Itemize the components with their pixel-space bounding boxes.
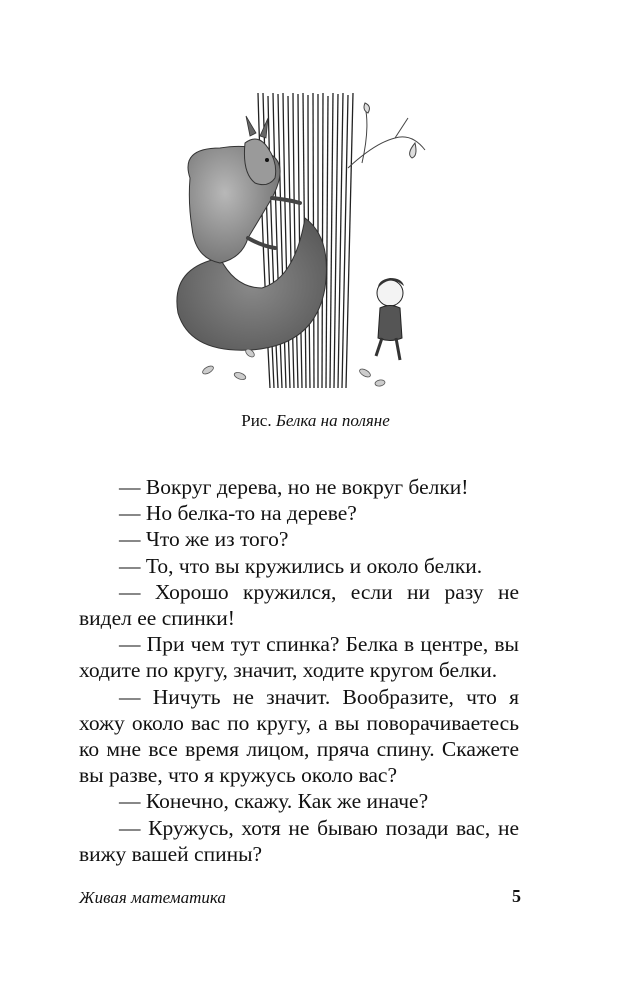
squirrel-tree-illustration [150, 88, 450, 398]
paragraph: — Но белка-то на дереве? [119, 501, 357, 526]
paragraph: — Ничуть не значит. Вообразите, что я хожу около вас по кругу, а вы поворачиваетесь ко мне все время лицом, пряча спину. Скажете вы разве, что я кружусь около вас? [79, 684, 519, 788]
running-footer-title: Живая математика [79, 888, 226, 907]
tree-branch [348, 103, 425, 168]
illustration-drawing [150, 88, 450, 398]
page-number: 5 [512, 886, 521, 906]
figure-caption [0, 410, 631, 432]
paragraph: — Вокруг дерева, но не вокруг белки! [119, 475, 469, 499]
paragraph: — При чем тут спинка? Белка в центре, вы ходите по кругу, значит, ходите кругом белки. [79, 632, 519, 683]
boy-figure [376, 278, 404, 360]
paragraph: — Хорошо кружился, если ни разу не видел ее спинки! [79, 579, 519, 631]
caption-title: Белка на поляне [275, 411, 390, 430]
paragraph: — Что же из того? [119, 527, 289, 552]
paragraph: — Кружусь, хотя не бываю позади вас, не вижу вашей спины? [79, 815, 519, 866]
paragraph: — Конечно, скажу. Как же иначе? [119, 789, 429, 814]
main-text [79, 474, 519, 867]
caption-prefix: Рис. [241, 411, 272, 430]
paragraph: — То, что вы кружились и около белки. [119, 553, 483, 578]
